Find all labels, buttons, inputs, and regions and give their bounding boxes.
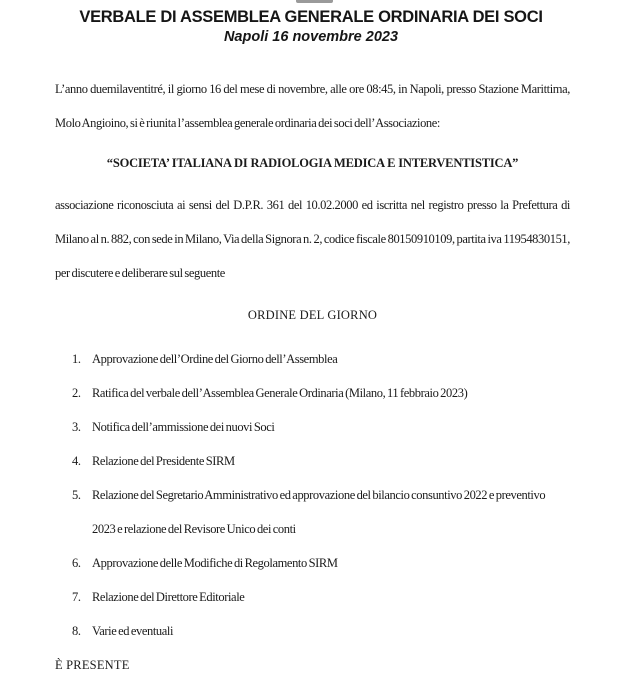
- agenda-item-5: [72, 478, 570, 546]
- agenda-item-text: Approvazione delle Modifiche di Regolamento SIRM: [92, 556, 338, 570]
- agenda-item-number: 5.: [72, 488, 81, 502]
- agenda-item-text: Notifica dell’ammissione dei nuovi Soci: [92, 420, 275, 434]
- agenda-item-text: Relazione del Segretario Amministrativo ed approvazione del bilancio consuntivo 2022 e preventivo 2023 e relazione del Revisore Unico dei conti: [92, 488, 546, 536]
- document-title: VERBALE DI ASSEMBLEA GENERALE ORDINARIA DEI SOCI: [79, 8, 543, 26]
- agenda-item-number: 6.: [72, 556, 81, 570]
- agenda-heading: ORDINE DEL GIORNO: [247, 308, 378, 322]
- agenda-item-number: 7.: [72, 590, 81, 604]
- agenda-list: [72, 342, 570, 648]
- agenda-item-number: 8.: [72, 624, 81, 638]
- agenda-item-1: [72, 342, 570, 376]
- agenda-item-2: [72, 376, 570, 410]
- agenda-item-text: Approvazione dell’Ordine del Giorno dell’Assemblea: [92, 352, 338, 366]
- page-top-separator: [296, 0, 333, 3]
- document-subtitle: Napoli 16 novembre 2023: [223, 29, 399, 45]
- association-name: “SOCIETA’ ITALIANA DI RADIOLOGIA MEDICA E INTERVENTISTICA”: [106, 156, 519, 170]
- agenda-item-number: 2.: [72, 386, 81, 400]
- agenda-item-text: Relazione del Direttore Editoriale: [92, 590, 245, 604]
- agenda-item-7: [72, 580, 570, 614]
- agenda-item-8: [72, 614, 570, 648]
- intro-paragraph: L’anno duemilaventitré, il giorno 16 del mese di novembre, alle ore 08:45, in Napoli, presso Stazione Marittima, Molo Angioino, si è riunita l’assemblea generale ordinaria dei soci dell’Associazione:: [55, 82, 570, 130]
- agenda-item-4: [72, 444, 570, 478]
- agenda-item-text: Varie ed eventuali: [92, 624, 174, 638]
- agenda-item-text: Ratifica del verbale dell’Assemblea Generale Ordinaria (Milano, 11 febbraio 2023): [92, 386, 468, 400]
- agenda-item-6: [72, 546, 570, 580]
- agenda-item-number: 1.: [72, 352, 81, 366]
- agenda-item-number: 3.: [72, 420, 81, 434]
- details-paragraph: associazione riconosciuta ai sensi del D.P.R. 361 del 10.02.2000 ed iscritta nel registro presso la Prefettura di Milano al n. 882, con sede in Milano, Via della Signora n. 2, codice fiscale 80150910109, partita iva 11954830151, per discutere e deliberare sul seguente: [55, 198, 570, 280]
- presence-heading: È PRESENTE: [55, 658, 130, 672]
- agenda-item-number: 4.: [72, 454, 81, 468]
- agenda-item-3: [72, 410, 570, 444]
- agenda-item-text: Relazione del Presidente SIRM: [92, 454, 235, 468]
